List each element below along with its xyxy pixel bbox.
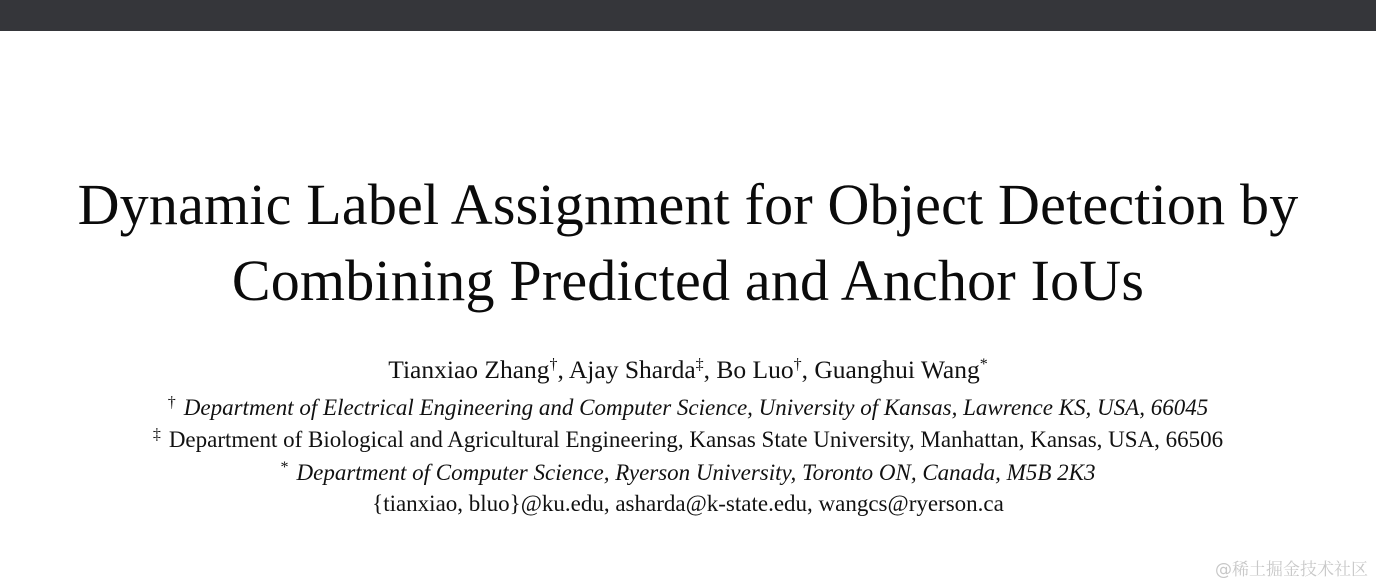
author-separator: , (801, 355, 815, 384)
paper-title-line-2: Combining Predicted and Anchor IoUs (231, 248, 1145, 313)
affiliation-text: Department of Electrical Engineering and Computer Science, University of Kansas, Lawrence KS, USA, 66045 (183, 395, 1209, 420)
viewer-top-bar (0, 0, 1376, 31)
paper-page (0, 31, 1376, 586)
affiliation-kansas-eecs (0, 395, 1376, 419)
author-list (0, 357, 1376, 383)
affiliation-kansas-state (0, 427, 1376, 451)
author-emails: {tianxiao, bluo}@ku.edu, asharda@k-state.edu, wangcs@ryerson.ca (372, 491, 1004, 516)
author-name: Ajay Sharda (568, 355, 696, 384)
affiliation-mark: ‡ (152, 426, 161, 443)
author-affiliation-mark: ‡ (695, 356, 704, 373)
affiliation-text: Department of Biological and Agricultural Engineering, Kansas State University, Manhattan, Kansas, USA, 66506 (168, 427, 1224, 452)
affiliation-mark: * (280, 459, 289, 476)
author-name: Bo Luo (716, 355, 794, 384)
paper-title-line-1: Dynamic Label Assignment for Object Detection by (77, 172, 1299, 237)
affiliation-ryerson (0, 460, 1376, 484)
site-watermark: @稀土掘金技术社区 (1215, 560, 1368, 580)
affiliation-text: Department of Computer Science, Ryerson University, Toronto ON, Canada, M5B 2K3 (296, 460, 1096, 485)
affiliation-mark: † (167, 394, 176, 411)
author-affiliation-mark: † (549, 356, 558, 373)
author-affiliation-mark: † (793, 356, 802, 373)
author-name: Guanghui Wang (814, 355, 980, 384)
author-name: Tianxiao Zhang (388, 355, 550, 384)
author-separator: , (557, 355, 569, 384)
author-separator: , (703, 355, 717, 384)
author-affiliation-mark: * (979, 356, 988, 373)
